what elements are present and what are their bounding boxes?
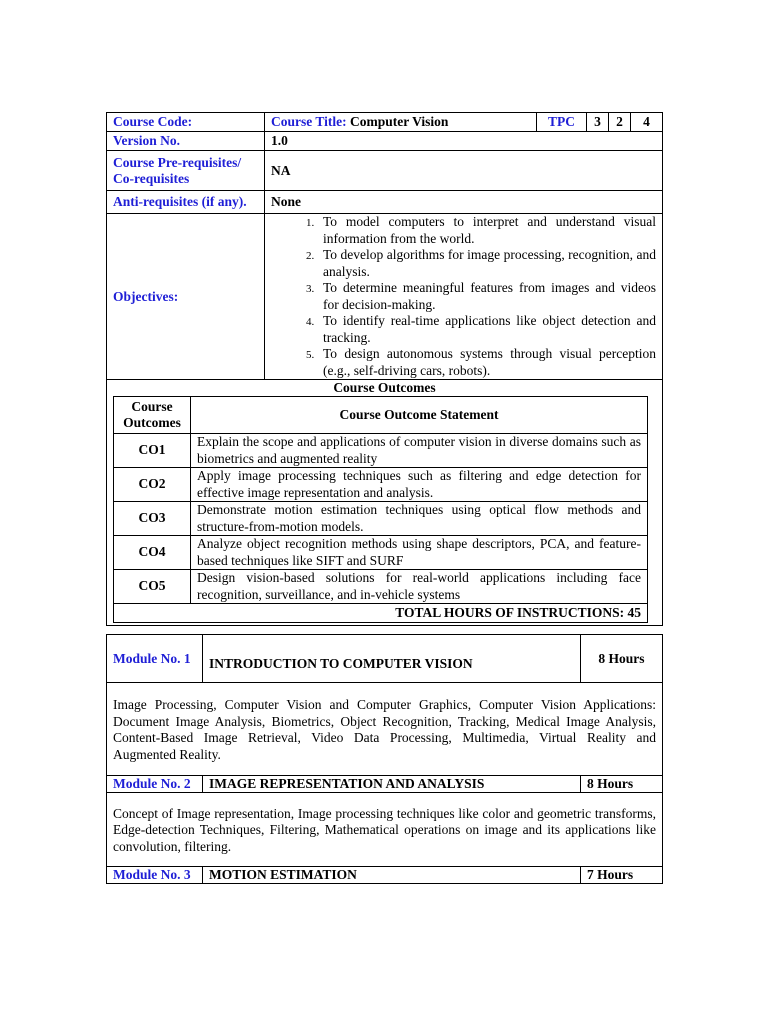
version-value: 1.0: [265, 132, 663, 151]
module-title: IMAGE REPRESENTATION AND ANALYSIS: [203, 776, 581, 793]
prereq-label-line2: Co-requisites: [113, 170, 190, 186]
module-title: INTRODUCTION TO COMPUTER VISION: [203, 635, 581, 683]
prereq-label: [107, 151, 265, 191]
objective-item: 2. To develop algorithms for image processing, recognition, and analysis.: [317, 247, 656, 280]
course-info-table: [106, 112, 663, 626]
module-hours: 8 Hours: [581, 776, 663, 793]
co-code: CO2: [114, 468, 191, 502]
co-statement: Demonstrate motion estimation techniques using optical flow methods and structure-from-motion models.: [191, 502, 648, 536]
module-hours: 8 Hours: [581, 635, 663, 683]
course-code-label: Course Code:: [107, 113, 265, 132]
co-header-line2: Outcomes: [123, 415, 181, 430]
prereq-label-line1: Course Pre-requisites/: [113, 154, 242, 170]
tpc-value-p: 2: [609, 113, 631, 132]
prereq-value: NA: [265, 151, 663, 191]
module-title: MOTION ESTIMATION: [203, 867, 581, 884]
co-code: CO5: [114, 570, 191, 604]
co-statement: Explain the scope and applications of computer vision in diverse domains such as biometrics and augmented reality: [191, 434, 648, 468]
tpc-label: TPC: [537, 113, 587, 132]
objective-item: 1. To model computers to interpret and understand visual information from the world.: [317, 214, 656, 247]
co-code: CO3: [114, 502, 191, 536]
objectives-list: [271, 214, 656, 379]
antireq-label: Anti-requisites (if any).: [107, 191, 265, 214]
co-statement: Design vision-based solutions for real-world applications including face recognition, surveillance, and in-vehicle systems: [191, 570, 648, 604]
course-outcomes-table: [113, 396, 648, 623]
co-header-line1: Course: [131, 398, 173, 414]
objective-item: 4. To identify real-time applications like object detection and tracking.: [317, 313, 656, 346]
course-title-label: Course Title:: [271, 114, 347, 129]
course-title-value: Computer Vision: [350, 114, 449, 129]
course-outcomes-section: [107, 380, 663, 626]
objectives-cell: [265, 214, 663, 380]
modules-table: [106, 634, 663, 884]
module-label: Module No. 3: [107, 867, 203, 884]
total-hours: TOTAL HOURS OF INSTRUCTIONS: 45: [114, 604, 648, 623]
objectives-label: Objectives:: [107, 214, 265, 380]
module-content: Concept of Image representation, Image processing techniques like color and geometric transforms, Edge-detection Techniques, Filtering, Mathematical operations on image and its applications like convolution, filtering.: [107, 793, 663, 867]
tpc-value-t: 3: [587, 113, 609, 132]
module-label: Module No. 1: [107, 635, 203, 683]
version-label: Version No.: [107, 132, 265, 151]
co-header-outcomes: [114, 397, 191, 434]
co-header-statement: Course Outcome Statement: [191, 397, 648, 434]
co-code: CO1: [114, 434, 191, 468]
module-content: Image Processing, Computer Vision and Computer Graphics, Computer Vision Applications: Document Image Analysis, Biometrics, Object Recognition, Tracking, Medical Image Analysis, Content-Based Image Retrieval, Video Data Processing, Multimedia, Virtual Reality and Augmented Reality.: [107, 683, 663, 776]
module-label: Module No. 2: [107, 776, 203, 793]
co-statement: Apply image processing techniques such as filtering and edge detection for effective image representation and analysis.: [191, 468, 648, 502]
module-hours: 7 Hours: [581, 867, 663, 884]
objective-item: 5. To design autonomous systems through visual perception (e.g., self-driving cars, robots).: [317, 346, 656, 379]
course-title-cell: [265, 113, 537, 132]
antireq-value: None: [265, 191, 663, 214]
tpc-value-c: 4: [631, 113, 663, 132]
objective-item: 3. To determine meaningful features from images and videos for decision-making.: [317, 280, 656, 313]
co-code: CO4: [114, 536, 191, 570]
co-statement: Analyze object recognition methods using shape descriptors, PCA, and feature-based techniques like SIFT and SURF: [191, 536, 648, 570]
course-outcomes-title: Course Outcomes: [333, 380, 436, 395]
